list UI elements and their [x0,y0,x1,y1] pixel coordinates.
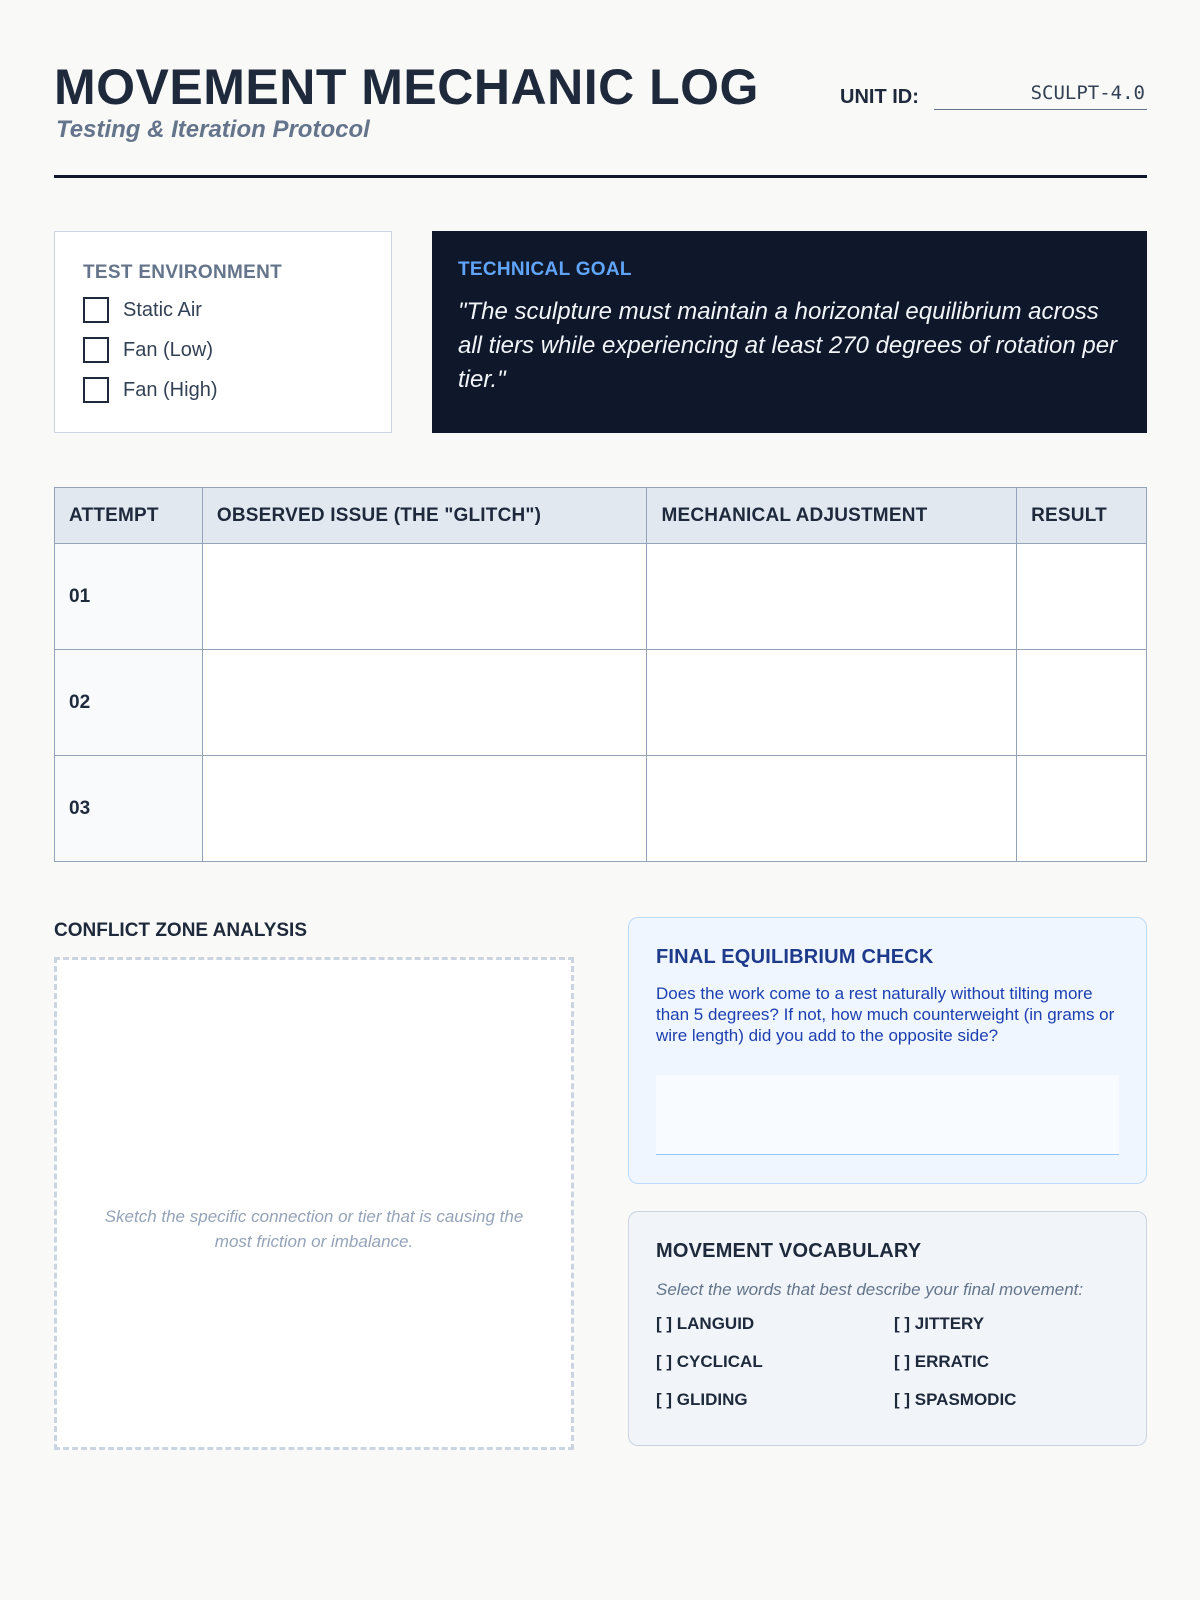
table-header-row [55,488,1147,544]
result-cell[interactable] [1017,544,1147,650]
vocab-option-languid[interactable]: [ ] LANGUID [656,1314,755,1333]
result-cell[interactable] [1017,650,1147,756]
equilibrium-check-panel [628,917,1147,1184]
vocab-option-spasmodic[interactable]: [ ] SPASMODIC [894,1390,1017,1409]
mechanical-adjustment-cell[interactable] [647,756,1017,862]
equilibrium-check-question: Does the work come to a rest naturally without tilting more than 5 degrees? If not, how much counterweight (in grams or wire length) did you add to the opposite side? [656,984,1115,1045]
mechanical-adjustment-cell[interactable] [647,544,1017,650]
env-option-fan-low[interactable] [83,337,213,363]
vocab-option-cyclical[interactable]: [ ] CYCLICAL [656,1352,763,1371]
column-header-observed-issue: OBSERVED ISSUE (THE "GLITCH") [202,488,647,544]
observed-issue-cell[interactable] [202,650,647,756]
table-row [55,650,1147,756]
test-environment-panel [54,231,392,433]
vocabulary-title: MOVEMENT VOCABULARY [656,1240,922,1262]
observed-issue-cell[interactable] [202,544,647,650]
vocab-option-gliding[interactable]: [ ] GLIDING [656,1390,748,1409]
checkbox[interactable] [83,337,109,363]
attempt-number: 01 [55,544,203,650]
env-option-static-air[interactable] [83,297,202,323]
attempt-number: 03 [55,756,203,862]
env-option-fan-high[interactable] [83,377,217,403]
movement-vocabulary-panel [628,1211,1147,1446]
vocabulary-instruction: Select the words that best describe your final movement: [656,1280,1084,1299]
technical-goal-text: "The sculpture must maintain a horizontal equilibrium across all tiers while experiencing at least 270 degrees of rotation per tier." [458,298,1118,393]
observed-issue-cell[interactable] [202,756,647,862]
sketch-hint: Sketch the specific connection or tier that is causing the most friction or imbalance. [104,1206,524,1251]
unit-id-label: UNIT ID: [840,86,919,108]
column-header-attempt: ATTEMPT [55,488,203,544]
column-header-result: RESULT [1017,488,1147,544]
vocab-option-erratic[interactable]: [ ] ERRATIC [894,1352,990,1371]
env-option-label: Static Air [123,298,202,321]
result-cell[interactable] [1017,756,1147,862]
column-header-mechanical-adjustment: MECHANICAL ADJUSTMENT [647,488,1017,544]
page-subtitle: Testing & Iteration Protocol [56,116,370,143]
vocabulary-options [656,1314,1119,1411]
attempt-log-table [54,487,1147,862]
unit-id-field[interactable]: SCULPT-4.0 [934,82,1147,110]
test-environment-title: TEST ENVIRONMENT [83,262,283,283]
env-option-label: Fan (High) [123,378,218,401]
checkbox[interactable] [83,377,109,403]
mechanical-adjustment-cell[interactable] [647,650,1017,756]
attempt-number: 02 [55,650,203,756]
header [54,0,1147,178]
checkbox[interactable] [83,297,109,323]
table-row [55,544,1147,650]
equilibrium-check-title: FINAL EQUILIBRIUM CHECK [656,946,934,968]
technical-goal-panel [432,231,1147,433]
page-title: MOVEMENT MECHANIC LOG [54,59,759,115]
vocab-option-jittery[interactable]: [ ] JITTERY [894,1314,985,1333]
equilibrium-answer-field[interactable] [656,1075,1119,1155]
technical-goal-title: TECHNICAL GOAL [458,259,632,280]
worksheet-page [54,0,1147,1409]
conflict-zone-title: CONFLICT ZONE ANALYSIS [54,920,307,941]
table-row [55,756,1147,862]
sketch-area[interactable] [54,957,574,1450]
env-option-label: Fan (Low) [123,338,214,361]
